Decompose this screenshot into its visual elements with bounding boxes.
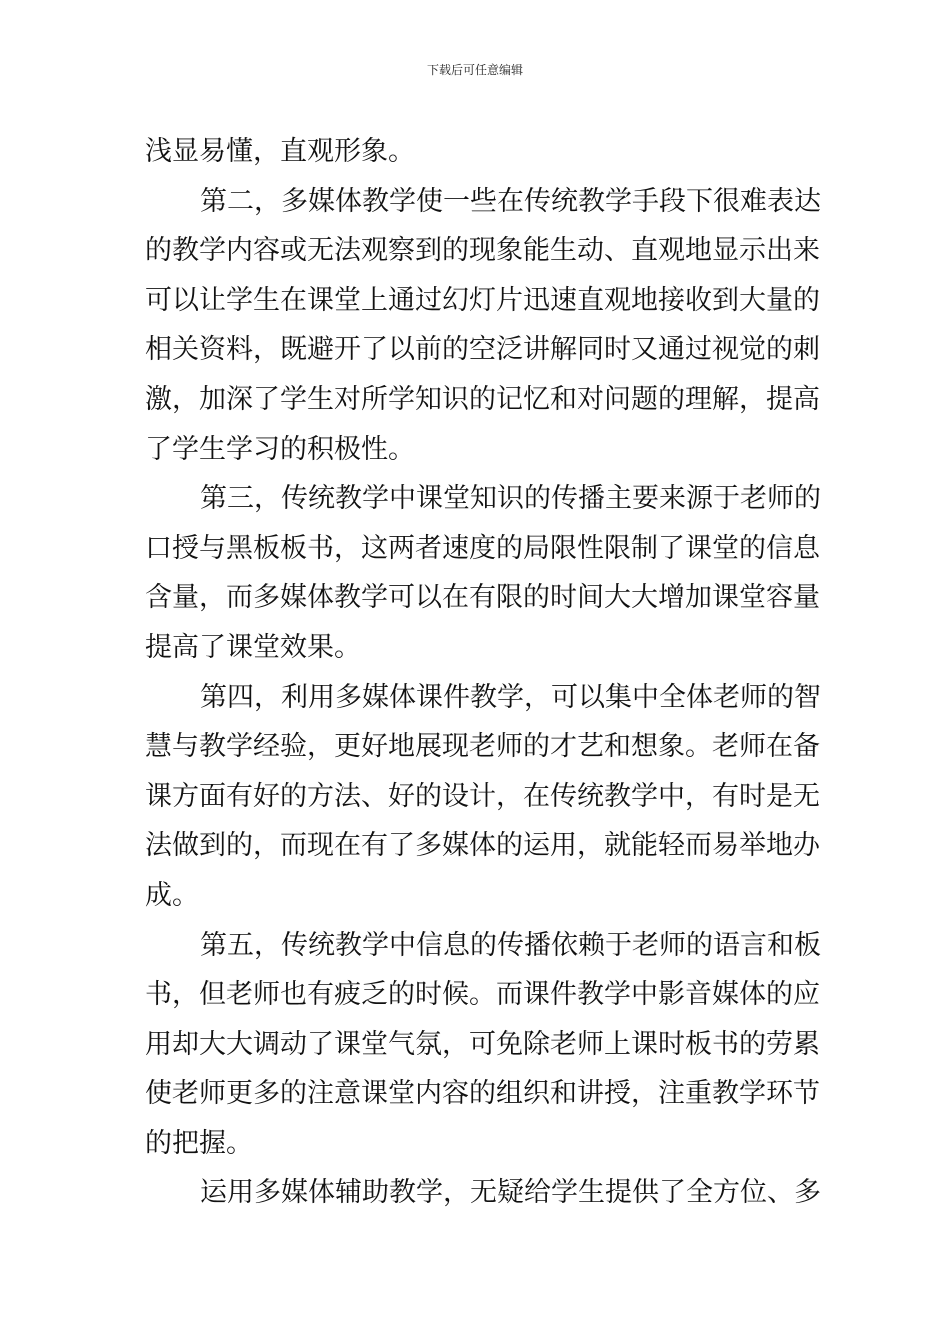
text-line: 浅显易懂，直观形象。: [145, 136, 415, 167]
page-header: 下载后可任意编辑: [426, 63, 523, 77]
text-line: 提高了课堂效果。: [145, 631, 361, 663]
text-line: 书，但老师也有疲乏的时候。而课件教学中影音媒体的应: [145, 979, 820, 1011]
paragraph-start-line: 运用多媒体辅助教学，无疑给学生提供了全方位、多: [200, 1177, 821, 1209]
paragraph-start-line: 第二，多媒体教学使一些在传统教学手段下很难表达: [200, 185, 821, 217]
text-line: 慧与教学经验，更好地展现老师的才艺和想象。老师在备: [145, 731, 820, 763]
text-line: 可以让学生在课堂上通过幻灯片迅速直观地接收到大量的: [145, 284, 820, 316]
text-line: 的把握。: [145, 1127, 253, 1159]
text-line: 口授与黑板板书，这两者速度的局限性限制了课堂的信息: [145, 532, 820, 564]
text-line: 使老师更多的注意课堂内容的组织和讲授，注重教学环节: [145, 1078, 820, 1110]
text-line: 激，加深了学生对所学知识的记忆和对问题的理解，提高: [145, 383, 820, 415]
text-line: 相关资料，既避开了以前的空泛讲解同时又通过视觉的刺: [145, 334, 820, 366]
paragraph-start-line: 第三，传统教学中课堂知识的传播主要来源于老师的: [200, 483, 821, 515]
paragraph-start-line: 第五，传统教学中信息的传播依赖于老师的语言和板: [200, 929, 821, 961]
text-line: 了学生学习的积极性。: [145, 433, 415, 465]
text-line: 含量，而多媒体教学可以在有限的时间大大增加课堂容量: [145, 582, 820, 614]
text-line: 的教学内容或无法观察到的现象能生动、直观地显示出来: [145, 235, 820, 267]
paragraph-start-line: 第四，利用多媒体课件教学，可以集中全体老师的智: [200, 681, 821, 713]
text-line: 课方面有好的方法、好的设计，在传统教学中，有时是无: [145, 780, 820, 812]
text-line: 用却大大调动了课堂气氛，可免除老师上课时板书的劳累: [145, 1028, 820, 1060]
document-body: [145, 127, 821, 1218]
text-line: 成。: [145, 879, 199, 911]
text-line: 法做到的，而现在有了多媒体的运用，就能轻而易举地办: [145, 830, 820, 862]
